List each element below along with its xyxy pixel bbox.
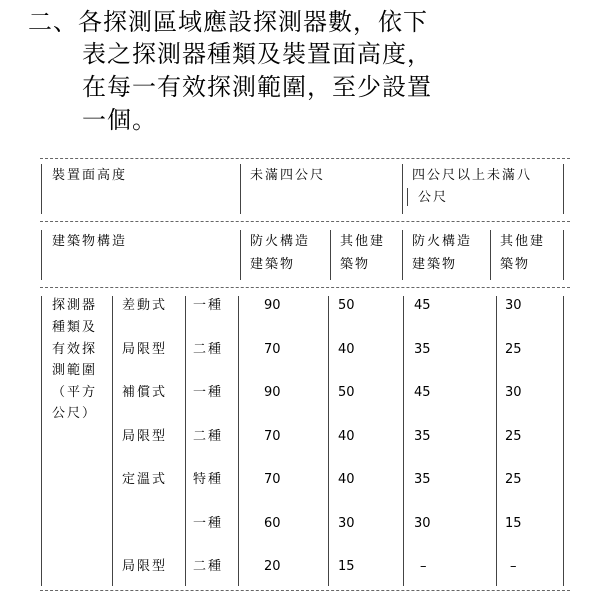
table-cell-value: 90 (264, 298, 281, 313)
detector-grade: 一種 (193, 516, 224, 531)
table-cell-value: 30 (414, 516, 431, 531)
table-cell-value: 25 (505, 472, 522, 487)
header-fire-resistant-line2: 建築物 (250, 257, 296, 272)
table-cell-value: 20 (264, 559, 281, 574)
table-cell-value: 40 (338, 472, 355, 487)
table-cell-value: 70 (264, 472, 281, 487)
header-other-2-line2: 築物 (500, 257, 531, 272)
table-cell-value: 35 (414, 342, 431, 357)
header-fire-resistant-2-line1: 防火構造 (412, 234, 473, 249)
column-bar (238, 296, 239, 586)
detector-grade: 二種 (193, 342, 224, 357)
detector-grade: 特種 (193, 472, 224, 487)
heading-line-3: 在每一有效探測範圍，至少設置 (82, 73, 432, 101)
table-bottom-rule (40, 590, 570, 591)
side-label-line: 探測器 (52, 298, 98, 313)
detector-grade: 一種 (193, 298, 224, 313)
table-cell-value: 30 (505, 298, 522, 313)
column-bar (563, 164, 564, 214)
header-fire-resistant-line1: 防火構造 (250, 234, 311, 249)
column-bar (403, 296, 404, 586)
detector-type: 局限型 (122, 342, 168, 357)
heading-line-4: 一個。 (82, 106, 157, 134)
table-cell-value: 40 (338, 429, 355, 444)
column-bar (41, 230, 42, 280)
table-cell-value: 70 (264, 342, 281, 357)
heading-line-2: 表之探測器種類及裝置面高度， (82, 40, 432, 68)
table-cell-value: 35 (414, 429, 431, 444)
header-other-line1: 其他建 (340, 234, 386, 249)
side-label-line: （平方 (52, 385, 98, 400)
column-bar (41, 296, 42, 586)
header-other-line2: 築物 (340, 257, 371, 272)
table-cell-value: 50 (338, 385, 355, 400)
header-other-2-line1: 其他建 (500, 234, 546, 249)
column-bar (330, 230, 331, 280)
detector-type: 局限型 (122, 429, 168, 444)
header-4-to-8m-line1: 四公尺以上未滿八 (412, 168, 533, 183)
table-cell-value: 15 (338, 559, 355, 574)
table-cell-value: 30 (505, 385, 522, 400)
table-cell-value: 45 (414, 385, 431, 400)
side-label-line: 測範圍 (52, 363, 98, 378)
detector-type: 局限型 (122, 559, 168, 574)
table-cell-value: 50 (338, 298, 355, 313)
side-label-line: 種類及 (52, 320, 98, 335)
table-cell-value: 15 (505, 516, 522, 531)
column-bar (112, 296, 113, 586)
header-4-to-8m-line2: 公尺 (418, 190, 449, 205)
header-fire-resistant-2-line2: 建築物 (412, 257, 458, 272)
detector-grade: 一種 (193, 385, 224, 400)
height-label: 裝置面高度 (52, 168, 128, 183)
column-bar (407, 188, 408, 206)
table-body-rule (40, 287, 570, 288)
column-bar (402, 230, 403, 280)
column-bar (185, 296, 186, 586)
table-cell-value: 35 (414, 472, 431, 487)
table-cell-value: 70 (264, 429, 281, 444)
table-header-rule (40, 221, 570, 222)
table-cell-value: – (420, 559, 427, 574)
table-cell-value: – (510, 559, 517, 574)
column-bar (240, 230, 241, 280)
detector-type: 定溫式 (122, 472, 168, 487)
heading-line-1: 二、各探測區域應設探測器數，依下 (28, 8, 428, 36)
column-bar (490, 230, 491, 280)
table-cell-value: 25 (505, 342, 522, 357)
column-bar (41, 164, 42, 214)
detector-grade: 二種 (193, 559, 224, 574)
table-cell-value: 40 (338, 342, 355, 357)
table-cell-value: 45 (414, 298, 431, 313)
column-bar (563, 230, 564, 280)
header-under-4m: 未滿四公尺 (250, 168, 326, 183)
column-bar (240, 164, 241, 214)
table-cell-value: 25 (505, 429, 522, 444)
side-label-line: 有效探 (52, 342, 98, 357)
detector-grade: 二種 (193, 429, 224, 444)
table-top-rule (40, 158, 570, 159)
column-bar (328, 296, 329, 586)
column-bar (496, 296, 497, 586)
table-cell-value: 90 (264, 385, 281, 400)
table-cell-value: 60 (264, 516, 281, 531)
column-bar (402, 164, 403, 214)
detector-type: 差動式 (122, 298, 168, 313)
detector-type: 補償式 (122, 385, 168, 400)
structure-label: 建築物構造 (52, 234, 128, 249)
side-label-line: 公尺） (52, 406, 98, 421)
table-cell-value: 30 (338, 516, 355, 531)
column-bar (563, 296, 564, 586)
